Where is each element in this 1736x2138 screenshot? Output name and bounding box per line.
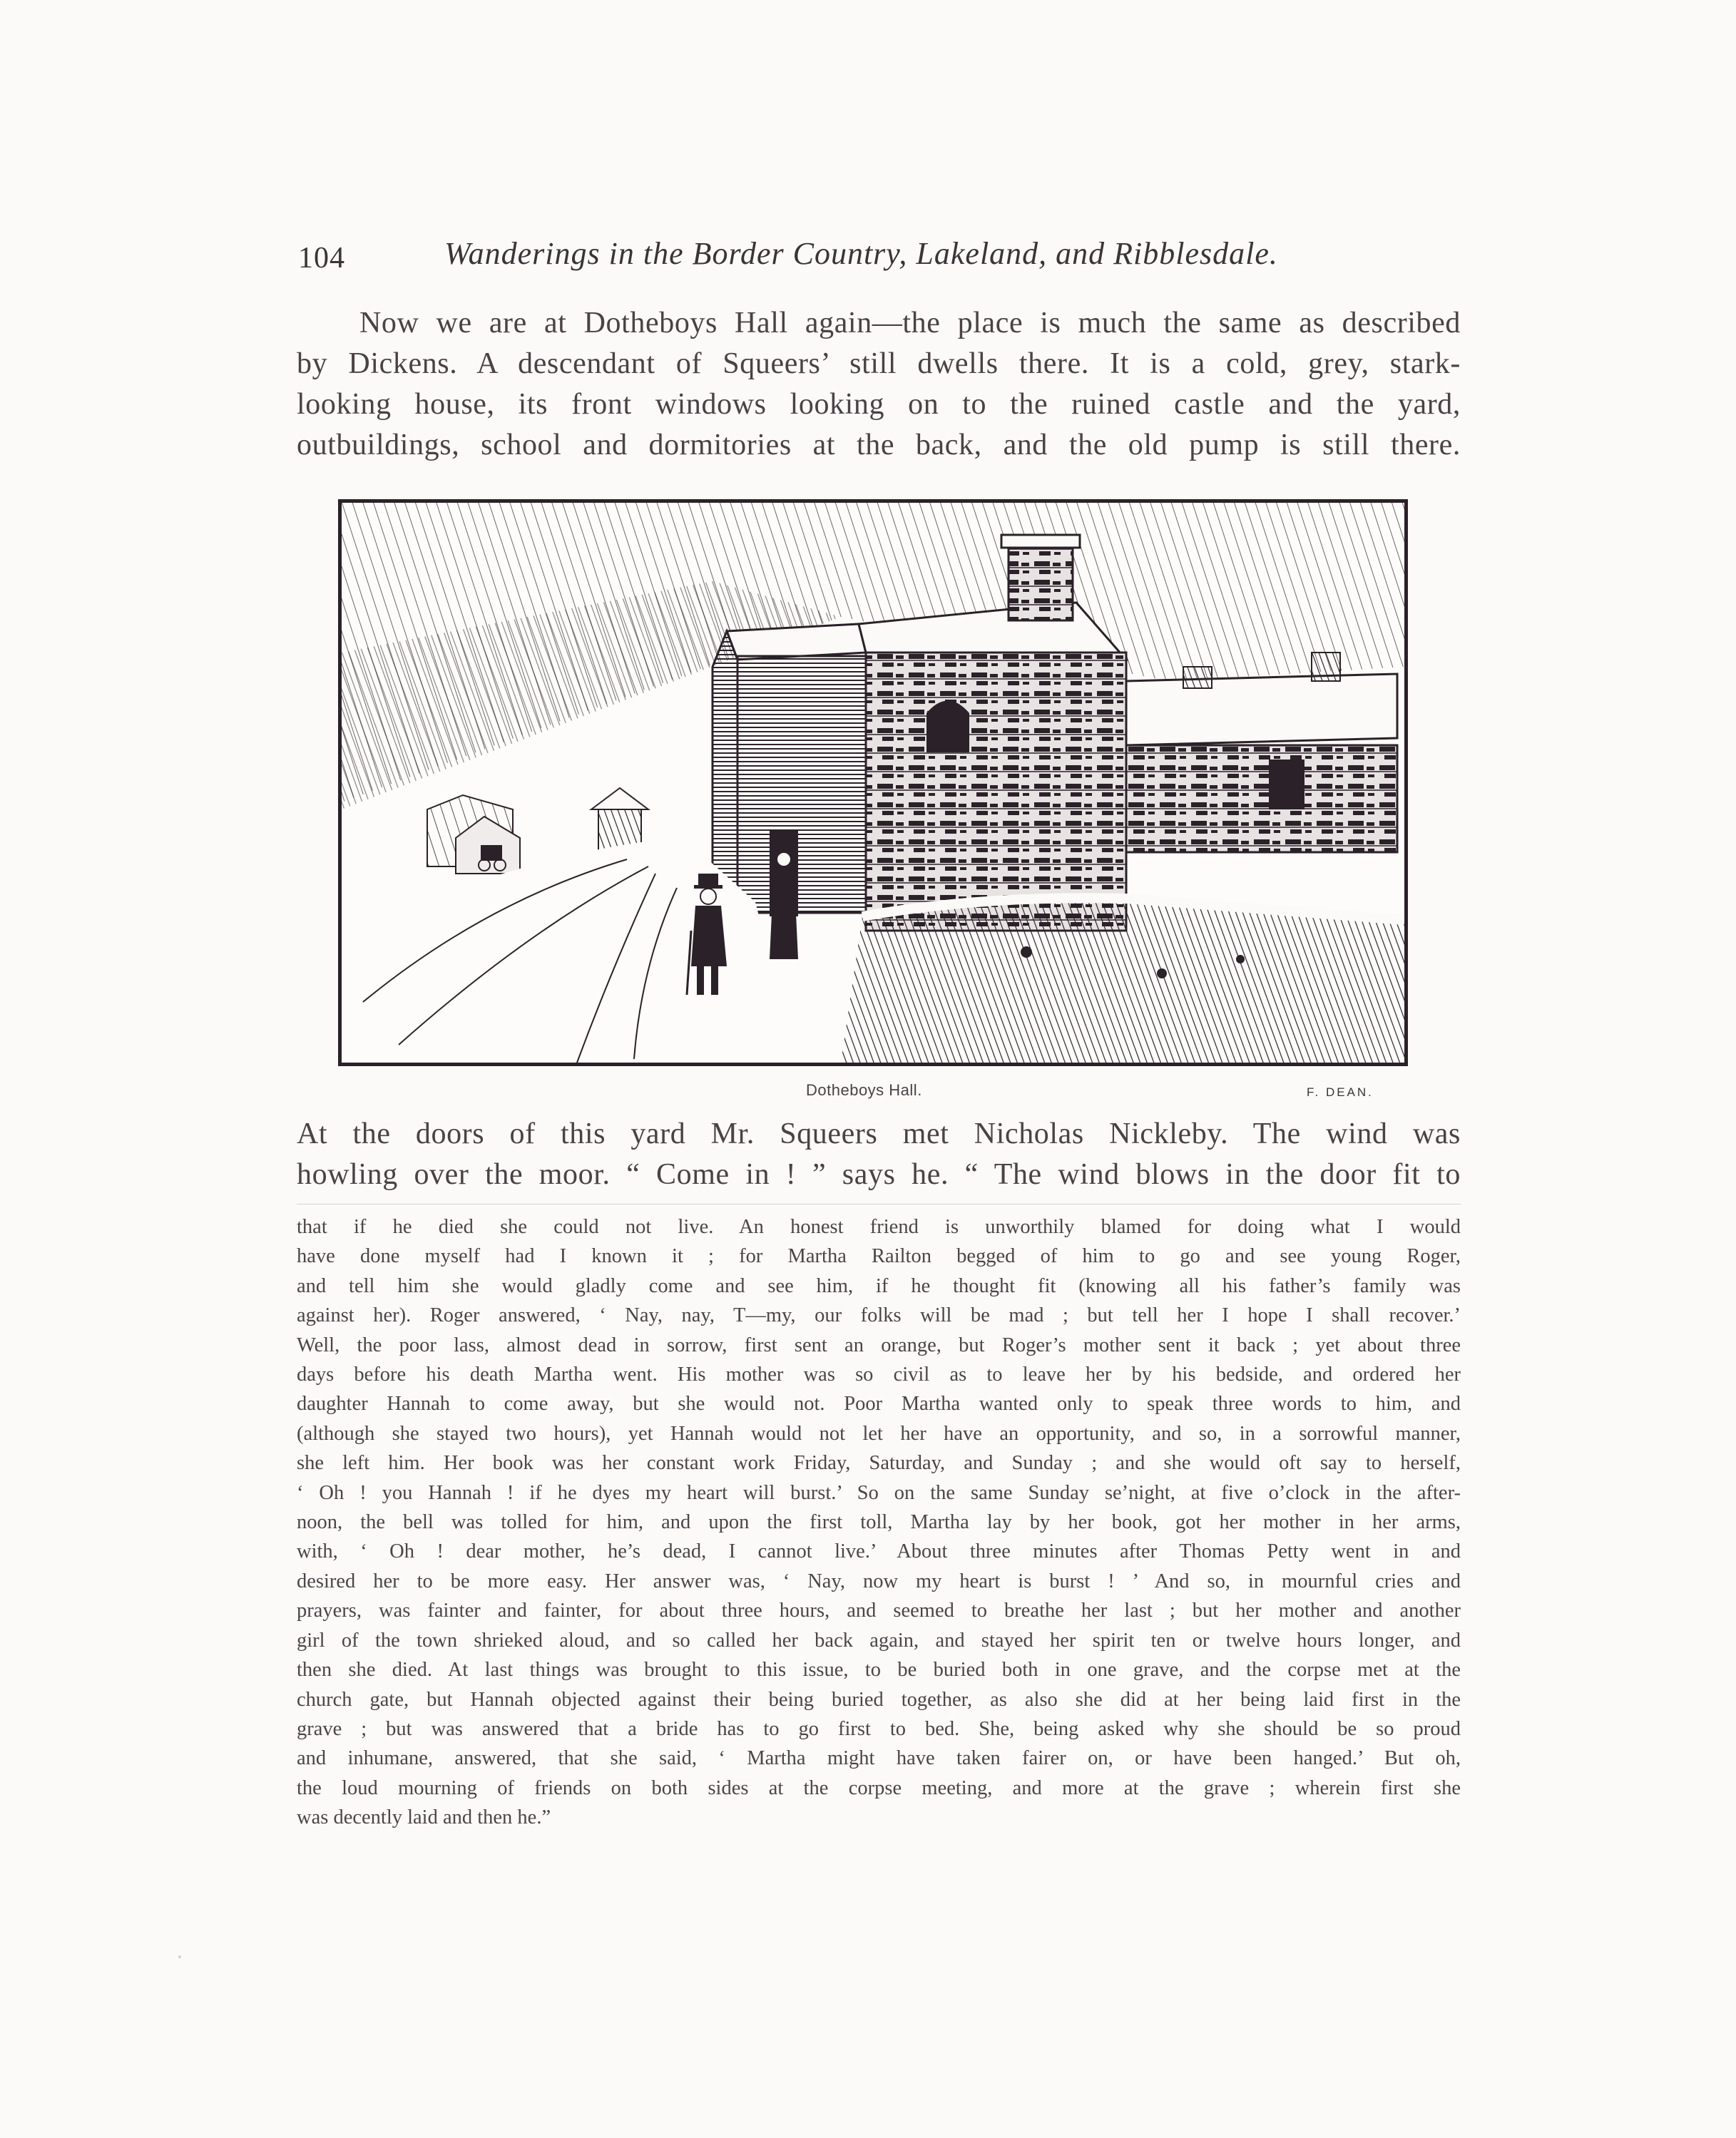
engraving-drawing (342, 503, 1404, 1063)
extract-line: then she died. At last things was brought to this issue, to be buried both in one grave, and the corpse met at the (297, 1659, 1461, 1682)
paragraph-dotheboys-hall (297, 303, 1461, 466)
dotheboys-hall-engraving (338, 499, 1408, 1066)
extract-line: (although she stayed two hours), yet Hannah would not let her have an opportunity, and so, in a sorrowful manner, (297, 1422, 1461, 1445)
paragraph-line: howling over the moor. “ Come in ! ” says he. “ The wind blows in the door fit to (297, 1158, 1461, 1191)
extract-line: Well, the poor lass, almost dead in sorrow, first sent an orange, but Roger’s mother sent it back ; yet about three (297, 1334, 1461, 1356)
illustration-caption: Dotheboys Hall. (806, 1081, 922, 1099)
extract-line: days before his death Martha went. His mother was so civil as to leave her by his bedside, and ordered her (297, 1364, 1461, 1386)
extract-line: daughter Hannah to come away, but she would not. Poor Martha wanted only to speak three words to him, and (297, 1393, 1461, 1416)
outbuildings (1126, 653, 1397, 852)
extract-line: have done myself had I known it ; for Martha Railton begged of him to go and see young Roger, (297, 1245, 1461, 1268)
page-number: 104 (298, 242, 345, 275)
extract-line: grave ; but was answered that a bride has to go first to bed. She, being asked why she should be so proud (297, 1717, 1461, 1740)
paragraph-line: looking house, its front windows looking on to the ruined castle and the yard, (297, 388, 1461, 421)
extract-line: girl of the town shrieked aloud, and so called her back again, and stayed her spirit ten or twelve hours longer, and (297, 1629, 1461, 1652)
extract-line: and tell him she would gladly come and see him, if he thought fit (knowing all his father’s family was (297, 1274, 1461, 1297)
extract-line: with, ‘ Oh ! dear mother, he’s dead, I cannot live.’ About three minutes after Thomas Petty went in and (297, 1540, 1461, 1563)
running-title: Wanderings in the Border Country, Lakeland, and Ribblesdale. (444, 236, 1278, 271)
running-head (298, 235, 1459, 285)
paper-speck (178, 1955, 181, 1958)
paragraph-line: by Dickens. A descendant of Squeers’ still dwells there. It is a cold, grey, stark- (297, 347, 1461, 380)
extract-line: was decently laid and then he.” (297, 1806, 551, 1829)
extract-line: noon, the bell was tolled for him, and upon the first toll, Martha lay by her book, got her mother in her arms, (297, 1511, 1461, 1534)
paragraph-line: At the doors of this yard Mr. Squeers met Nicholas Nickleby. The wind was (297, 1117, 1461, 1150)
paragraph-line: outbuildings, school and dormitories at the back, and the old pump is still there. (297, 429, 1461, 461)
quoted-extract (297, 1212, 1461, 1833)
figure-doorway (770, 852, 798, 959)
extract-line: desired her to be more easy. Her answer was, ‘ Nay, now my heart is burst ! ’ And so, in mournful cries and (297, 1570, 1461, 1592)
extract-line: prayers, was fainter and fainter, for about three hours, and seemed to breathe her last ; but her mother and another (297, 1600, 1461, 1622)
extract-line: that if he died she could not live. An honest friend is unworthily blamed for doing what I would (297, 1216, 1461, 1238)
paragraph-nicholas-nickleby (297, 1114, 1461, 1195)
extract-line: against her). Roger answered, ‘ Nay, nay, T—my, our folks will be mad ; but tell her I hope I shall recover.’ (297, 1304, 1461, 1327)
extract-line: ‘ Oh ! you Hannah ! if he dyes my heart will burst.’ So on the same Sunday se’night, at five o’clock in the after- (297, 1481, 1461, 1504)
extract-line: the loud mourning of friends on both sides at the corpse meeting, and more at the grave ; wherein first she (297, 1776, 1461, 1799)
extract-line: church gate, but Hannah objected against their being buried together, as also she did at her being laid first in the (297, 1688, 1461, 1711)
stone-wall (841, 902, 1404, 1063)
extract-line: she left him. Her book was her constant work Friday, Saturday, and Sunday ; and she would oft say to herself, (297, 1452, 1461, 1475)
paragraph-line: Now we are at Dotheboys Hall again—the place is much the same as described (359, 307, 1461, 339)
artist-credit: F. DEAN. (1307, 1085, 1374, 1099)
extract-line: and inhumane, answered, that she said, ‘ Martha might have taken fairer on, or have been hanged.’ But oh, (297, 1747, 1461, 1770)
